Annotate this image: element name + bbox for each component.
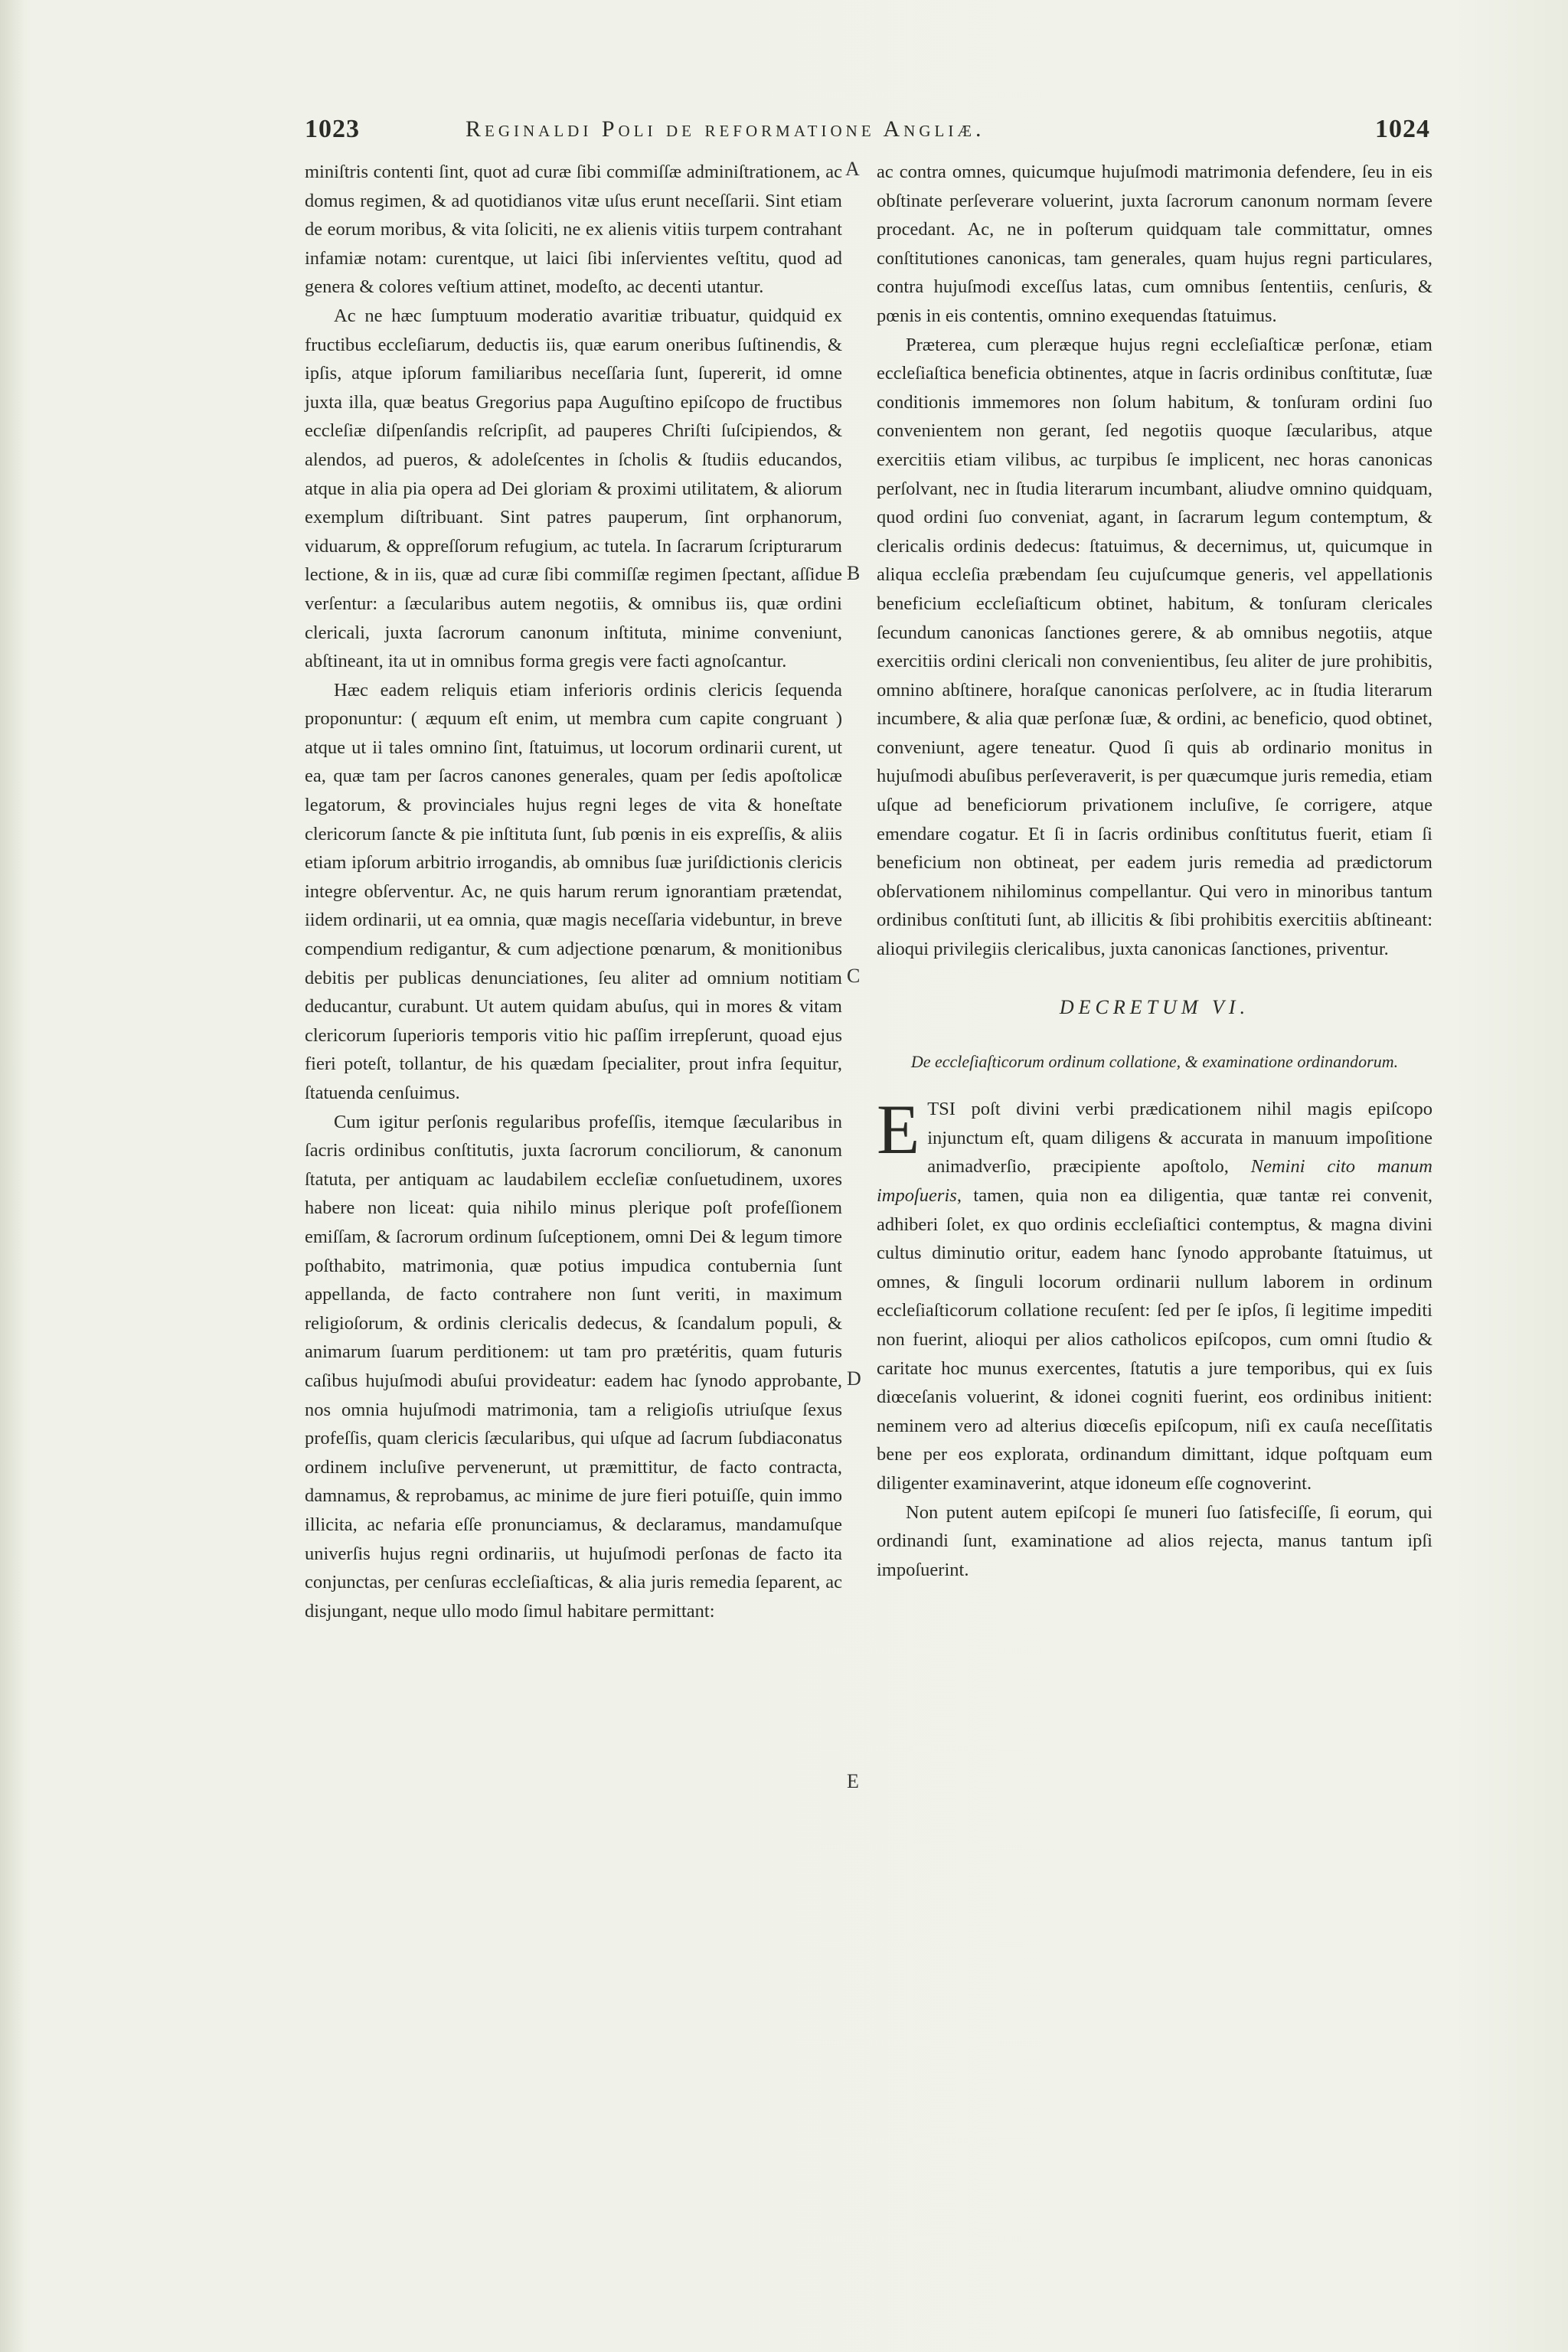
running-title: Reginaldi Poli de reformatione Angliæ. (466, 116, 985, 142)
paragraph: Ac ne hæc ſumptuum moderatio avaritiæ tribuatur, quidquid ex fructibus eccleſiarum, deductis iis, quæ earum oneribus ſuſtinendis, & ipſis, atque ipſorum familiaribus neceſſaria ſunt, ſupererit, id omne juxta illa, quæ beatus Gregorius papa Auguſtino epiſcopo de fructibus eccleſiæ diſpenſandis reſcripſit, ad pauperes Chriſti ſuſcipiendos, & alendos, ad pueros, & adoleſcentes in ſcholis & ſtudiis educandos, atque in alia pia opera ad Dei gloriam & proximi utilitatem, & aliorum exemplum diſtribuant. Sint patres pauperum, ſint orphanorum, viduarum, & oppreſſorum refugium, ac tutela. In ſacrarum ſcripturarum lectione, & in iis, quæ ad curæ ſibi commiſſæ regimen ſpectant, aſſidue verſentur: a ſæcularibus autem negotiis, & omnibus iis, quæ ordini clericali, juxta ſacrorum canonum inſtituta, minime conveniunt, abſtineant, ita ut in omnibus forma gregis vere facti agnoſcantur. (305, 305, 842, 672)
drop-cap: E (877, 1090, 920, 1169)
page-number-left: 1023 (305, 115, 360, 143)
margin-letter-b: B (847, 562, 861, 584)
paragraph: miniſtris contenti ſint, quot ad curæ ſibi commiſſæ adminiſtrationem, ac domus regimen, & ad quotidianos vitæ uſus erunt neceſſarii. Sint etiam de eorum moribus, & vita ſoliciti, ne ex alienis vitiis turpem contrahant infamiæ notam: curentque, ut laici ſibi inſervientes veſtitu, quod ad genera & colores veſtium attinet, modeſto, ac decenti utantur. (305, 162, 842, 298)
paragraph-text: , tamen, quia non ea diligentia, quæ tantæ rei convenit, adhiberi ſolet, ex quo ordinis eccleſiaſtici contemptus, & magna divini cultus diminutio oritur, eadem hanc ſynodo approbante ſtatuimus, ut omnes, & ſinguli locorum ordinarii nullum laborem in ordinum eccleſiaſticorum collatione recuſent: ſed per ſe ipſos, ſi legitime impediti non fuerint, alioqui per alios catholicos epiſcopos, cum omni ſtudio & caritate hoc munus exercentes, ſtatutis a jure temporibus, qui ex ſuis diœceſanis voluerint, & idonei cogniti fuerint, eos ordinibus initient: neminem vero ad alterius diœceſis epiſcopum, niſi ex cauſa neceſſitatis bene per eos explorata, ordinandum dimittant, idque poſtquam eum diligenter examinaverint, atque idoneum eſſe cognoverint. (877, 1185, 1432, 1494)
decree-first-paragraph (877, 1090, 1432, 1498)
paragraph: Cum igitur perſonis regularibus profeſſis, itemque ſæcularibus in ſacris ordinibus conſtitutis, juxta ſacrorum conciliorum, & canonum ſtatuta, per antiquam ac laudabilem eccleſiæ conſuetudinem, uxores habere non liceat: quia nihilo minus plerique poſt profeſſionem emiſſam, & ſacrorum ordinum ſuſceptionem, omni Dei & legum timore poſthabito, matrimonia, quæ potius impudica contubernia ſunt appellanda, de facto contrahere non ſunt veriti, in maximum religioſorum, & ordinis clericalis dedecus, & ſcandalum populi, & animarum ſuarum perditionem: ut tam pro prætéritis, quam futuris caſibus hujuſmodi abuſui provideatur: eadem hac ſynodo approbante, nos omnia hujuſmodi matrimonia, tam a religioſis utriuſque ſexus profeſſis, quam clericis ſæcularibus, qui uſque ad ſacrum ſubdiaconatus ordinem incluſive pervenerunt, ut præmittitur, de facto contracta, damnamus, & reprobamus, ac minime de jure fieri potuiſſe, quin immo illicita, ac nefaria eſſe pronunciamus, & declaramus, mandamuſque univerſis hujus regni ordinariis, ut hujuſmodi perſonas de facto ita conjunctas, per cenſuras eccleſiaſticas, & alia juris remedia ſeparent, ac disjungant, neque ullo modo ſimul habitare permittant: (305, 1111, 842, 1622)
paragraph: Non putent autem epiſcopi ſe muneri ſuo ſatisfeciſſe, ſi eorum, qui ordinandi ſunt, examinatione ad alios rejecta, manus tantum ipſi impoſuerint. (877, 1501, 1432, 1580)
paragraph: ac contra omnes, quicumque hujuſmodi matrimonia defendere, ſeu in eis obſtinate perſeverare voluerint, juxta ſacrorum canonum normam ſevere procedant. Ac, ne in poſterum quidquam tale committatur, omnes conſtitutiones canonicas, tam generales, quam hujus regni particulares, contra hujuſmodi exceſſus latas, cum omnibus ſententiis, cenſuris, & pœnis in eis contentis, omnino exequendas ſtatuimus. (877, 162, 1432, 326)
page-gutter-shadow (0, 0, 23, 2352)
margin-letter-d: D (847, 1367, 861, 1390)
margin-letter-a: A (845, 158, 860, 180)
paragraph-text: TSI poſt divini verbi prædicationem nihil magis epiſcopo injunctum eſt, quam diligens & accurata in manuum impoſitione animadverſio, præcipiente apoſtolo, (927, 1099, 1432, 1178)
decree-title: DECRETUM VI. (1059, 995, 1250, 1018)
running-header (305, 115, 1430, 153)
margin-letter-c: C (847, 965, 861, 987)
scripture-quote: Nemini cito manum impoſueris (877, 1156, 1432, 1206)
left-column (305, 158, 842, 1625)
page-number-right: 1024 (1375, 115, 1430, 143)
paragraph: Præterea, cum pleræque hujus regni eccleſiaſticæ perſonæ, etiam eccleſiaſtica beneficia obtinentes, atque in ſacris ordinibus conſtitutæ, ſuæ conditionis immemores non ſolum habitum, & tonſuram ordini ſuo convenientem non gerant, ſed negotiis quoque ſæcularibus, atque exercitiis etiam vilibus, ac turpibus ſe implicent, nec horas canonicas perſolvant, nec in ſtudia literarum incumbant, aliudve omnino quidquam, quod ordini ſuo conveniat, agant, in ſacrarum legum contemptum, & clericalis ordinis dedecus: ſtatuimus, & decernimus, ut, quicumque in aliqua eccleſia præbendam ſeu cujuſcumque generis, vel appellationis beneficium eccleſiaſticum obtinet, habitum, & tonſuram clericales ſecundum canonicas ſanctiones gerere, & ab omnibus negotiis, atque exercitiis ordini clericali non convenientibus, ſeu aliter de jure prohibitis, omnino abſtinere, horaſque canonicas perſolvere, ac in ſtudia literarum incumbere, & alia quæ perſonæ ſuæ, & ordini, ac beneficio, quod obtinet, conveniunt, agere teneatur. Quod ſi quis ab ordinario monitus in hujuſmodi abuſibus perſeveraverit, is per quæcumque juris remedia, etiam uſque ad beneficiorum privationem incluſive, ſe corrigere, atque emendare cogatur. Et ſi in ſacris ordinibus conſtitutus fuerit, etiam ſi beneficium non obtineat, per eadem juris remedia ad prædictorum obſervationem nihilominus compellantur. Qui vero in minoribus tantum ordinibus conſtituti ſunt, ab illicitis & ſibi prohibitis exercitiis abſtineant: alioqui privilegiis clericalibus, juxta canonicas ſanctiones, priventur. (877, 334, 1432, 960)
margin-letter-e: E (847, 1770, 859, 1792)
right-column (877, 158, 1432, 1584)
paragraph: Hæc eadem reliquis etiam inferioris ordinis clericis ſequenda proponuntur: ( æquum eſt enim, ut membra cum capite congruant ) atque ut ii tales omnino ſint, ſtatuimus, ut locorum ordinarii curent, ut ea, quæ tam per ſacros canones generales, quam per ſedis apoſtolicæ legatorum, & provinciales hujus regni leges de vita & honeſtate clericorum ſancte & pie inſtituta ſunt, ſub pœnis in eis expreſſis, & aliis etiam ipſorum arbitrio irrogandis, ab omnibus ſuæ juriſdictionis clericis integre obſerventur. Ac, ne quis harum rerum ignorantiam prætendat, iidem ordinarii, ut ea omnia, quæ magis neceſſaria videbuntur, in breve compendium redigantur, & cum adjectione pœnarum, & monitionibus debitis per publicas denunciationes, ſeu aliter ad omnium notitiam deducantur, curabunt. Ut autem quidam abuſus, qui in mores & vitam clericorum ſuperioris temporis vitio hic paſſim irrepſerunt, quoad ejus fieri poteſt, tollantur, de his quædam ſpecialiter, prout infra ſequitur, ſtatuenda cenſuimus. (305, 679, 842, 1103)
decree-subtitle: De eccleſiaſticorum ordinum collatione, & examinatione ordinandorum. (910, 1052, 1399, 1072)
